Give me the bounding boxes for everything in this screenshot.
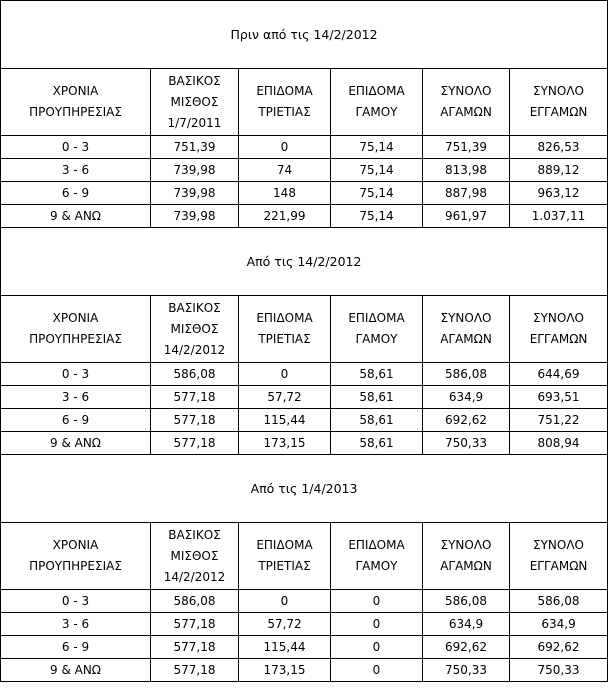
header-line: ΕΓΓΑΜΩΝ bbox=[529, 332, 588, 346]
header-total-unmarried bbox=[423, 523, 510, 590]
header-line: ΕΓΓΑΜΩΝ bbox=[529, 105, 588, 119]
cell-total-married: 963,12 bbox=[510, 182, 608, 205]
header-marriage-allowance bbox=[331, 523, 423, 590]
table-row bbox=[1, 159, 608, 182]
cell-triennial-allowance: 173,15 bbox=[239, 659, 331, 682]
cell-marriage-allowance: 0 bbox=[331, 659, 423, 682]
header-line: ΧΡΟΝΙΑ bbox=[52, 84, 99, 98]
cell-marriage-allowance: 75,14 bbox=[331, 159, 423, 182]
column-header-row bbox=[1, 523, 608, 590]
cell-base-salary: 739,98 bbox=[151, 182, 239, 205]
header-line: ΕΠΙΔΟΜΑ bbox=[348, 311, 405, 325]
header-line: ΕΠΙΔΟΜΑ bbox=[256, 84, 313, 98]
table-row bbox=[1, 590, 608, 613]
cell-total-unmarried: 750,33 bbox=[423, 432, 510, 455]
header-line: 14/2/2012 bbox=[163, 569, 226, 584]
table-row bbox=[1, 182, 608, 205]
header-years-of-service bbox=[1, 296, 151, 363]
section-title: Από τις 14/2/2012 bbox=[1, 228, 608, 296]
header-total-married bbox=[510, 296, 608, 363]
cell-marriage-allowance: 75,14 bbox=[331, 136, 423, 159]
header-line: ΑΓΑΜΩΝ bbox=[440, 105, 492, 119]
cell-base-salary: 739,98 bbox=[151, 205, 239, 228]
cell-total-unmarried: 750,33 bbox=[423, 659, 510, 682]
cell-years-of-service: 9 & ΑΝΩ bbox=[1, 205, 151, 228]
cell-years-of-service: 6 - 9 bbox=[1, 409, 151, 432]
cell-marriage-allowance: 58,61 bbox=[331, 409, 423, 432]
salary-table-body bbox=[1, 1, 608, 682]
cell-total-married: 634,9 bbox=[510, 613, 608, 636]
header-line: ΠΡΟΥΠΗΡΕΣΙΑΣ bbox=[29, 559, 122, 573]
cell-marriage-allowance: 0 bbox=[331, 613, 423, 636]
header-line: ΓΑΜΟΥ bbox=[355, 559, 398, 573]
cell-base-salary: 577,18 bbox=[151, 432, 239, 455]
cell-base-salary: 586,08 bbox=[151, 363, 239, 386]
header-total-unmarried bbox=[423, 296, 510, 363]
cell-total-married: 586,08 bbox=[510, 590, 608, 613]
cell-years-of-service: 9 & ΑΝΩ bbox=[1, 432, 151, 455]
cell-triennial-allowance: 0 bbox=[239, 363, 331, 386]
cell-marriage-allowance: 58,61 bbox=[331, 432, 423, 455]
header-line: ΓΑΜΟΥ bbox=[355, 105, 398, 119]
header-line: ΣΥΝΟΛΟ bbox=[533, 84, 585, 98]
cell-years-of-service: 0 - 3 bbox=[1, 363, 151, 386]
cell-base-salary: 739,98 bbox=[151, 159, 239, 182]
cell-years-of-service: 0 - 3 bbox=[1, 590, 151, 613]
header-line: 1/7/2011 bbox=[167, 115, 222, 130]
cell-triennial-allowance: 0 bbox=[239, 590, 331, 613]
cell-total-married: 751,22 bbox=[510, 409, 608, 432]
cell-years-of-service: 3 - 6 bbox=[1, 159, 151, 182]
cell-total-unmarried: 692,62 bbox=[423, 409, 510, 432]
cell-marriage-allowance: 0 bbox=[331, 636, 423, 659]
header-line: ΑΓΑΜΩΝ bbox=[440, 332, 492, 346]
cell-marriage-allowance: 58,61 bbox=[331, 386, 423, 409]
cell-total-married: 750,33 bbox=[510, 659, 608, 682]
table-row bbox=[1, 136, 608, 159]
cell-years-of-service: 3 - 6 bbox=[1, 613, 151, 636]
table-row bbox=[1, 363, 608, 386]
header-line: ΧΡΟΝΙΑ bbox=[52, 311, 99, 325]
header-line: ΜΙΣΘΟΣ bbox=[170, 321, 219, 336]
header-line: ΒΑΣΙΚΟΣ bbox=[168, 300, 221, 315]
header-line: ΣΥΝΟΛΟ bbox=[440, 311, 492, 325]
header-base-salary bbox=[151, 296, 239, 363]
cell-total-married: 826,53 bbox=[510, 136, 608, 159]
section-title-row bbox=[1, 1, 608, 69]
cell-total-unmarried: 887,98 bbox=[423, 182, 510, 205]
column-header-row bbox=[1, 69, 608, 136]
header-marriage-allowance bbox=[331, 69, 423, 136]
header-base-salary bbox=[151, 69, 239, 136]
section-title: Από τις 1/4/2013 bbox=[1, 455, 608, 523]
cell-total-unmarried: 813,98 bbox=[423, 159, 510, 182]
header-line: 14/2/2012 bbox=[163, 342, 226, 357]
cell-marriage-allowance: 75,14 bbox=[331, 205, 423, 228]
header-line: ΧΡΟΝΙΑ bbox=[52, 538, 99, 552]
cell-base-salary: 577,18 bbox=[151, 613, 239, 636]
section-title: Πριν από τις 14/2/2012 bbox=[1, 1, 608, 69]
header-line: ΕΠΙΔΟΜΑ bbox=[348, 538, 405, 552]
table-row bbox=[1, 613, 608, 636]
header-total-married bbox=[510, 69, 608, 136]
table-row bbox=[1, 432, 608, 455]
header-line: ΓΑΜΟΥ bbox=[355, 332, 398, 346]
cell-total-unmarried: 751,39 bbox=[423, 136, 510, 159]
table-row bbox=[1, 659, 608, 682]
header-line: ΜΙΣΘΟΣ bbox=[170, 548, 219, 563]
header-line: ΠΡΟΥΠΗΡΕΣΙΑΣ bbox=[29, 332, 122, 346]
cell-years-of-service: 6 - 9 bbox=[1, 182, 151, 205]
cell-base-salary: 751,39 bbox=[151, 136, 239, 159]
cell-total-married: 644,69 bbox=[510, 363, 608, 386]
header-total-unmarried bbox=[423, 69, 510, 136]
header-base-salary bbox=[151, 523, 239, 590]
header-line: ΣΥΝΟΛΟ bbox=[533, 311, 585, 325]
cell-base-salary: 586,08 bbox=[151, 590, 239, 613]
section-title-row bbox=[1, 228, 608, 296]
header-line: ΕΠΙΔΟΜΑ bbox=[348, 84, 405, 98]
cell-years-of-service: 3 - 6 bbox=[1, 386, 151, 409]
table-row bbox=[1, 636, 608, 659]
cell-total-married: 693,51 bbox=[510, 386, 608, 409]
header-line: ΒΑΣΙΚΟΣ bbox=[168, 73, 221, 88]
header-line: ΤΡΙΕΤΙΑΣ bbox=[258, 105, 311, 119]
cell-base-salary: 577,18 bbox=[151, 636, 239, 659]
header-line: ΕΠΙΔΟΜΑ bbox=[256, 538, 313, 552]
cell-base-salary: 577,18 bbox=[151, 409, 239, 432]
cell-total-unmarried: 961,97 bbox=[423, 205, 510, 228]
cell-total-married: 1.037,11 bbox=[510, 205, 608, 228]
header-line: ΤΡΙΕΤΙΑΣ bbox=[258, 559, 311, 573]
cell-triennial-allowance: 221,99 bbox=[239, 205, 331, 228]
header-line: ΣΥΝΟΛΟ bbox=[440, 538, 492, 552]
table-row bbox=[1, 386, 608, 409]
header-line: ΤΡΙΕΤΙΑΣ bbox=[258, 332, 311, 346]
header-total-married bbox=[510, 523, 608, 590]
header-triennial-allowance bbox=[239, 523, 331, 590]
cell-triennial-allowance: 115,44 bbox=[239, 409, 331, 432]
header-years-of-service bbox=[1, 523, 151, 590]
section-title-row bbox=[1, 455, 608, 523]
cell-triennial-allowance: 57,72 bbox=[239, 613, 331, 636]
cell-triennial-allowance: 74 bbox=[239, 159, 331, 182]
table-row bbox=[1, 409, 608, 432]
header-triennial-allowance bbox=[239, 296, 331, 363]
cell-marriage-allowance: 75,14 bbox=[331, 182, 423, 205]
cell-years-of-service: 6 - 9 bbox=[1, 636, 151, 659]
cell-total-married: 692,62 bbox=[510, 636, 608, 659]
table-row bbox=[1, 205, 608, 228]
column-header-row bbox=[1, 296, 608, 363]
cell-total-unmarried: 692,62 bbox=[423, 636, 510, 659]
cell-triennial-allowance: 0 bbox=[239, 136, 331, 159]
cell-base-salary: 577,18 bbox=[151, 659, 239, 682]
header-line: ΒΑΣΙΚΟΣ bbox=[168, 527, 221, 542]
header-line: ΣΥΝΟΛΟ bbox=[440, 84, 492, 98]
cell-total-unmarried: 586,08 bbox=[423, 590, 510, 613]
cell-marriage-allowance: 0 bbox=[331, 590, 423, 613]
cell-total-unmarried: 586,08 bbox=[423, 363, 510, 386]
cell-years-of-service: 9 & ΑΝΩ bbox=[1, 659, 151, 682]
cell-years-of-service: 0 - 3 bbox=[1, 136, 151, 159]
header-line: ΑΓΑΜΩΝ bbox=[440, 559, 492, 573]
header-line: ΣΥΝΟΛΟ bbox=[533, 538, 585, 552]
cell-triennial-allowance: 115,44 bbox=[239, 636, 331, 659]
header-triennial-allowance bbox=[239, 69, 331, 136]
cell-triennial-allowance: 57,72 bbox=[239, 386, 331, 409]
cell-total-unmarried: 634,9 bbox=[423, 386, 510, 409]
header-years-of-service bbox=[1, 69, 151, 136]
header-marriage-allowance bbox=[331, 296, 423, 363]
cell-total-married: 808,94 bbox=[510, 432, 608, 455]
header-line: ΜΙΣΘΟΣ bbox=[170, 94, 219, 109]
header-line: ΠΡΟΥΠΗΡΕΣΙΑΣ bbox=[29, 105, 122, 119]
cell-total-unmarried: 634,9 bbox=[423, 613, 510, 636]
cell-total-married: 889,12 bbox=[510, 159, 608, 182]
cell-triennial-allowance: 173,15 bbox=[239, 432, 331, 455]
cell-triennial-allowance: 148 bbox=[239, 182, 331, 205]
header-line: ΕΠΙΔΟΜΑ bbox=[256, 311, 313, 325]
cell-base-salary: 577,18 bbox=[151, 386, 239, 409]
cell-marriage-allowance: 58,61 bbox=[331, 363, 423, 386]
header-line: ΕΓΓΑΜΩΝ bbox=[529, 559, 588, 573]
